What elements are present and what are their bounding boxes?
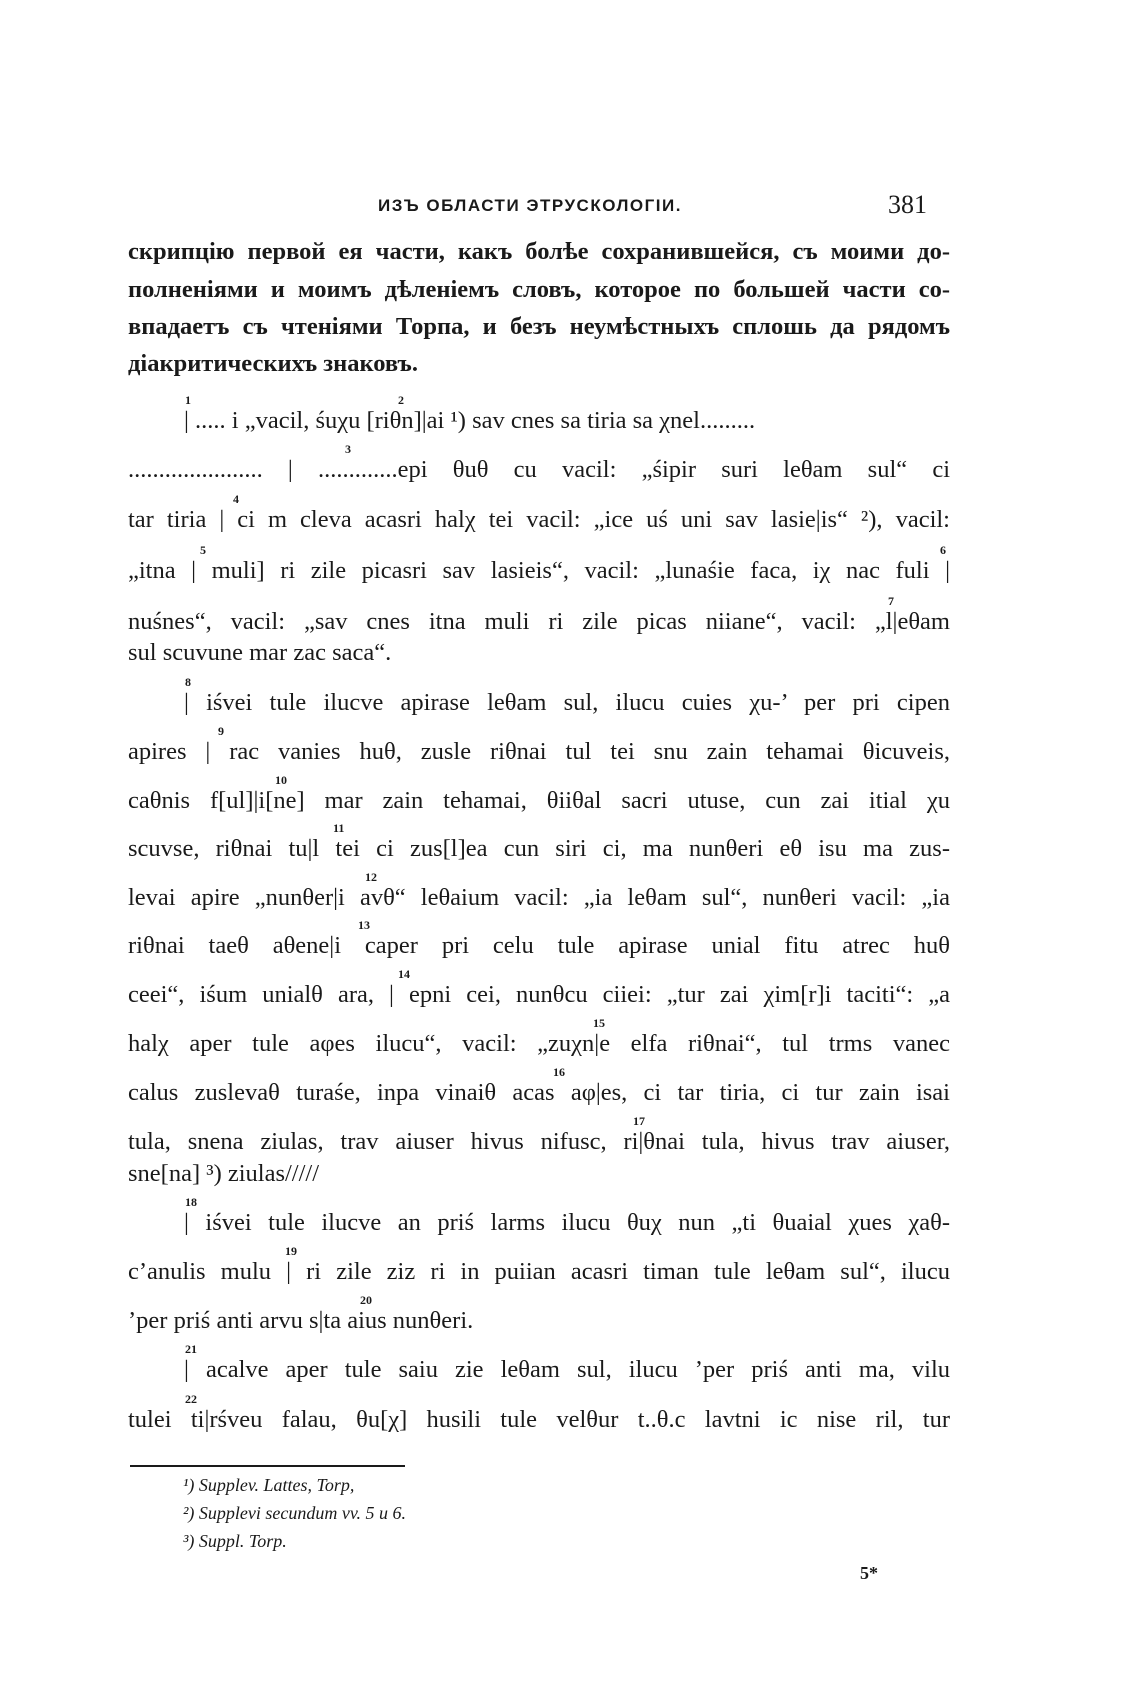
text-line: nuśnes“, vacil: „sav cnes itna muli ri zile picas niiane“, vacil: „l|eθam bbox=[128, 608, 950, 635]
line-marker: 20 bbox=[360, 1293, 372, 1307]
line-marker: 8 bbox=[185, 675, 191, 689]
intro-line: впадаетъ съ чтеніями Торпа, и безъ неумѣстныхъ сплошь да рядомъ bbox=[128, 313, 950, 340]
text-line: calus zuslevaθ turaśe, inpa vinaiθ acas aφ|es, ci tar tiria, ci tur zain isai bbox=[128, 1079, 950, 1106]
line-marker: 7 bbox=[888, 594, 894, 608]
line-marker: 18 bbox=[185, 1195, 197, 1209]
intro-line: скрипцію первой ея части, какъ болѣе сохранившейся, съ моими до- bbox=[128, 238, 950, 265]
line-marker: 21 bbox=[185, 1342, 197, 1356]
line-marker: 19 bbox=[285, 1244, 297, 1258]
footnote-rule bbox=[130, 1465, 405, 1467]
text-line: | ..... i „vacil, śuχu [riθn]|ai ¹) sav cnes sa tiria sa χnel......... bbox=[184, 407, 756, 434]
text-line: halχ aper tule aφes ilucu“, vacil: „zuχn|e elfa riθnai“, tul trms vanec bbox=[128, 1030, 950, 1057]
line-marker: 1 bbox=[185, 393, 191, 407]
running-header: ИЗЪ ОБЛАСТИ ЭТРУСКОЛОГІИ. bbox=[378, 196, 682, 215]
intro-line: полненіями и моимъ дѣленіемъ словъ, которое по большей части со- bbox=[128, 276, 950, 303]
text-line: | acalve aper tule saiu zie leθam sul, ilucu ’per priś anti ma, vilu bbox=[184, 1356, 950, 1383]
text-line: sul scuvune mar zac saca“. bbox=[128, 639, 392, 666]
footnote: ³) Suppl. Torp. bbox=[183, 1531, 287, 1551]
text-line: ’per priś anti arvu s|ta aius nunθeri. bbox=[128, 1307, 474, 1334]
page-number: 381 bbox=[888, 190, 927, 219]
line-marker: 11 bbox=[333, 821, 345, 835]
line-marker: 22 bbox=[185, 1392, 197, 1406]
line-marker: 9 bbox=[218, 724, 224, 738]
text-line: c’anulis mulu | ri zile ziz ri in puiian acasri timan tule leθam sul“, ilucu bbox=[128, 1258, 950, 1285]
intro-line: діакритическихъ знаковъ. bbox=[128, 350, 418, 377]
text-line: tula, snena ziulas, trav aiuser hivus nifusc, ri|θnai tula, hivus trav aiuser, bbox=[128, 1128, 950, 1155]
line-marker: 15 bbox=[593, 1016, 605, 1030]
text-line: caθnis f[ul]|i[ne] mar zain tehamai, θiiθal sacri utuse, cun zai itial χu bbox=[128, 787, 950, 814]
line-marker: 5 bbox=[200, 543, 206, 557]
line-marker: 2 bbox=[398, 393, 404, 407]
line-marker: 17 bbox=[633, 1114, 645, 1128]
line-marker: 13 bbox=[358, 918, 370, 932]
text-line: scuvse, riθnai tu|l tei ci zus[l]ea cun siri ci, ma nunθeri eθ isu ma zus- bbox=[128, 835, 950, 862]
line-marker: 12 bbox=[365, 870, 377, 884]
text-line: levai apire „nunθer|i avθ“ leθaium vacil: „ia leθam sul“, nunθeri vacil: „ia bbox=[128, 884, 950, 911]
line-marker: 3 bbox=[345, 442, 351, 456]
text-line: „itna | muli] ri zile picasri sav lasieis“, vacil: „lunaśie faca, iχ nac fuli | bbox=[128, 557, 950, 584]
text-line: | iśvei tule ilucve apirase leθam sul, ilucu cuies χu-’ per pri cipen bbox=[184, 689, 950, 716]
text-line: ...................... | .............epi θuθ cu vacil: „śipir suri leθam sul“ ci bbox=[128, 456, 950, 483]
text-line: | iśvei tule ilucve an priś larms ilucu θuχ nun „ti θuaial χues χaθ- bbox=[184, 1209, 950, 1236]
text-line: tulei ti|rśveu falau, θu[χ] husili tule velθur t..θ.c lavtni ic nise ril, tur bbox=[128, 1406, 950, 1433]
line-marker: 14 bbox=[398, 967, 410, 981]
text-line: riθnai taeθ aθene|i caper pri celu tule apirase unial fitu atrec huθ bbox=[128, 932, 950, 959]
line-marker: 10 bbox=[275, 773, 287, 787]
line-marker: 16 bbox=[553, 1065, 565, 1079]
text-line: ceei“, iśum unialθ ara, | epni cei, nunθcu ciiei: „tur zai χim[r]i taciti“: „a bbox=[128, 981, 950, 1008]
signature-mark: 5* bbox=[860, 1563, 878, 1583]
text-line: tar tiria | ci m cleva acasri halχ tei vacil: „ice uś uni sav lasie|is“ ²), vacil: bbox=[128, 506, 950, 533]
footnote: ¹) Supplev. Lattes, Torp, bbox=[183, 1475, 355, 1495]
footnote: ²) Supplevi secundum vv. 5 и 6. bbox=[183, 1503, 406, 1523]
text-line: apires | rac vanies huθ, zusle riθnai tul tei snu zain tehamai θicuveis, bbox=[128, 738, 950, 765]
line-marker: 4 bbox=[233, 492, 239, 506]
line-marker: 6 bbox=[940, 543, 946, 557]
text-line: sne[na] ³) ziulas///// bbox=[128, 1160, 320, 1187]
